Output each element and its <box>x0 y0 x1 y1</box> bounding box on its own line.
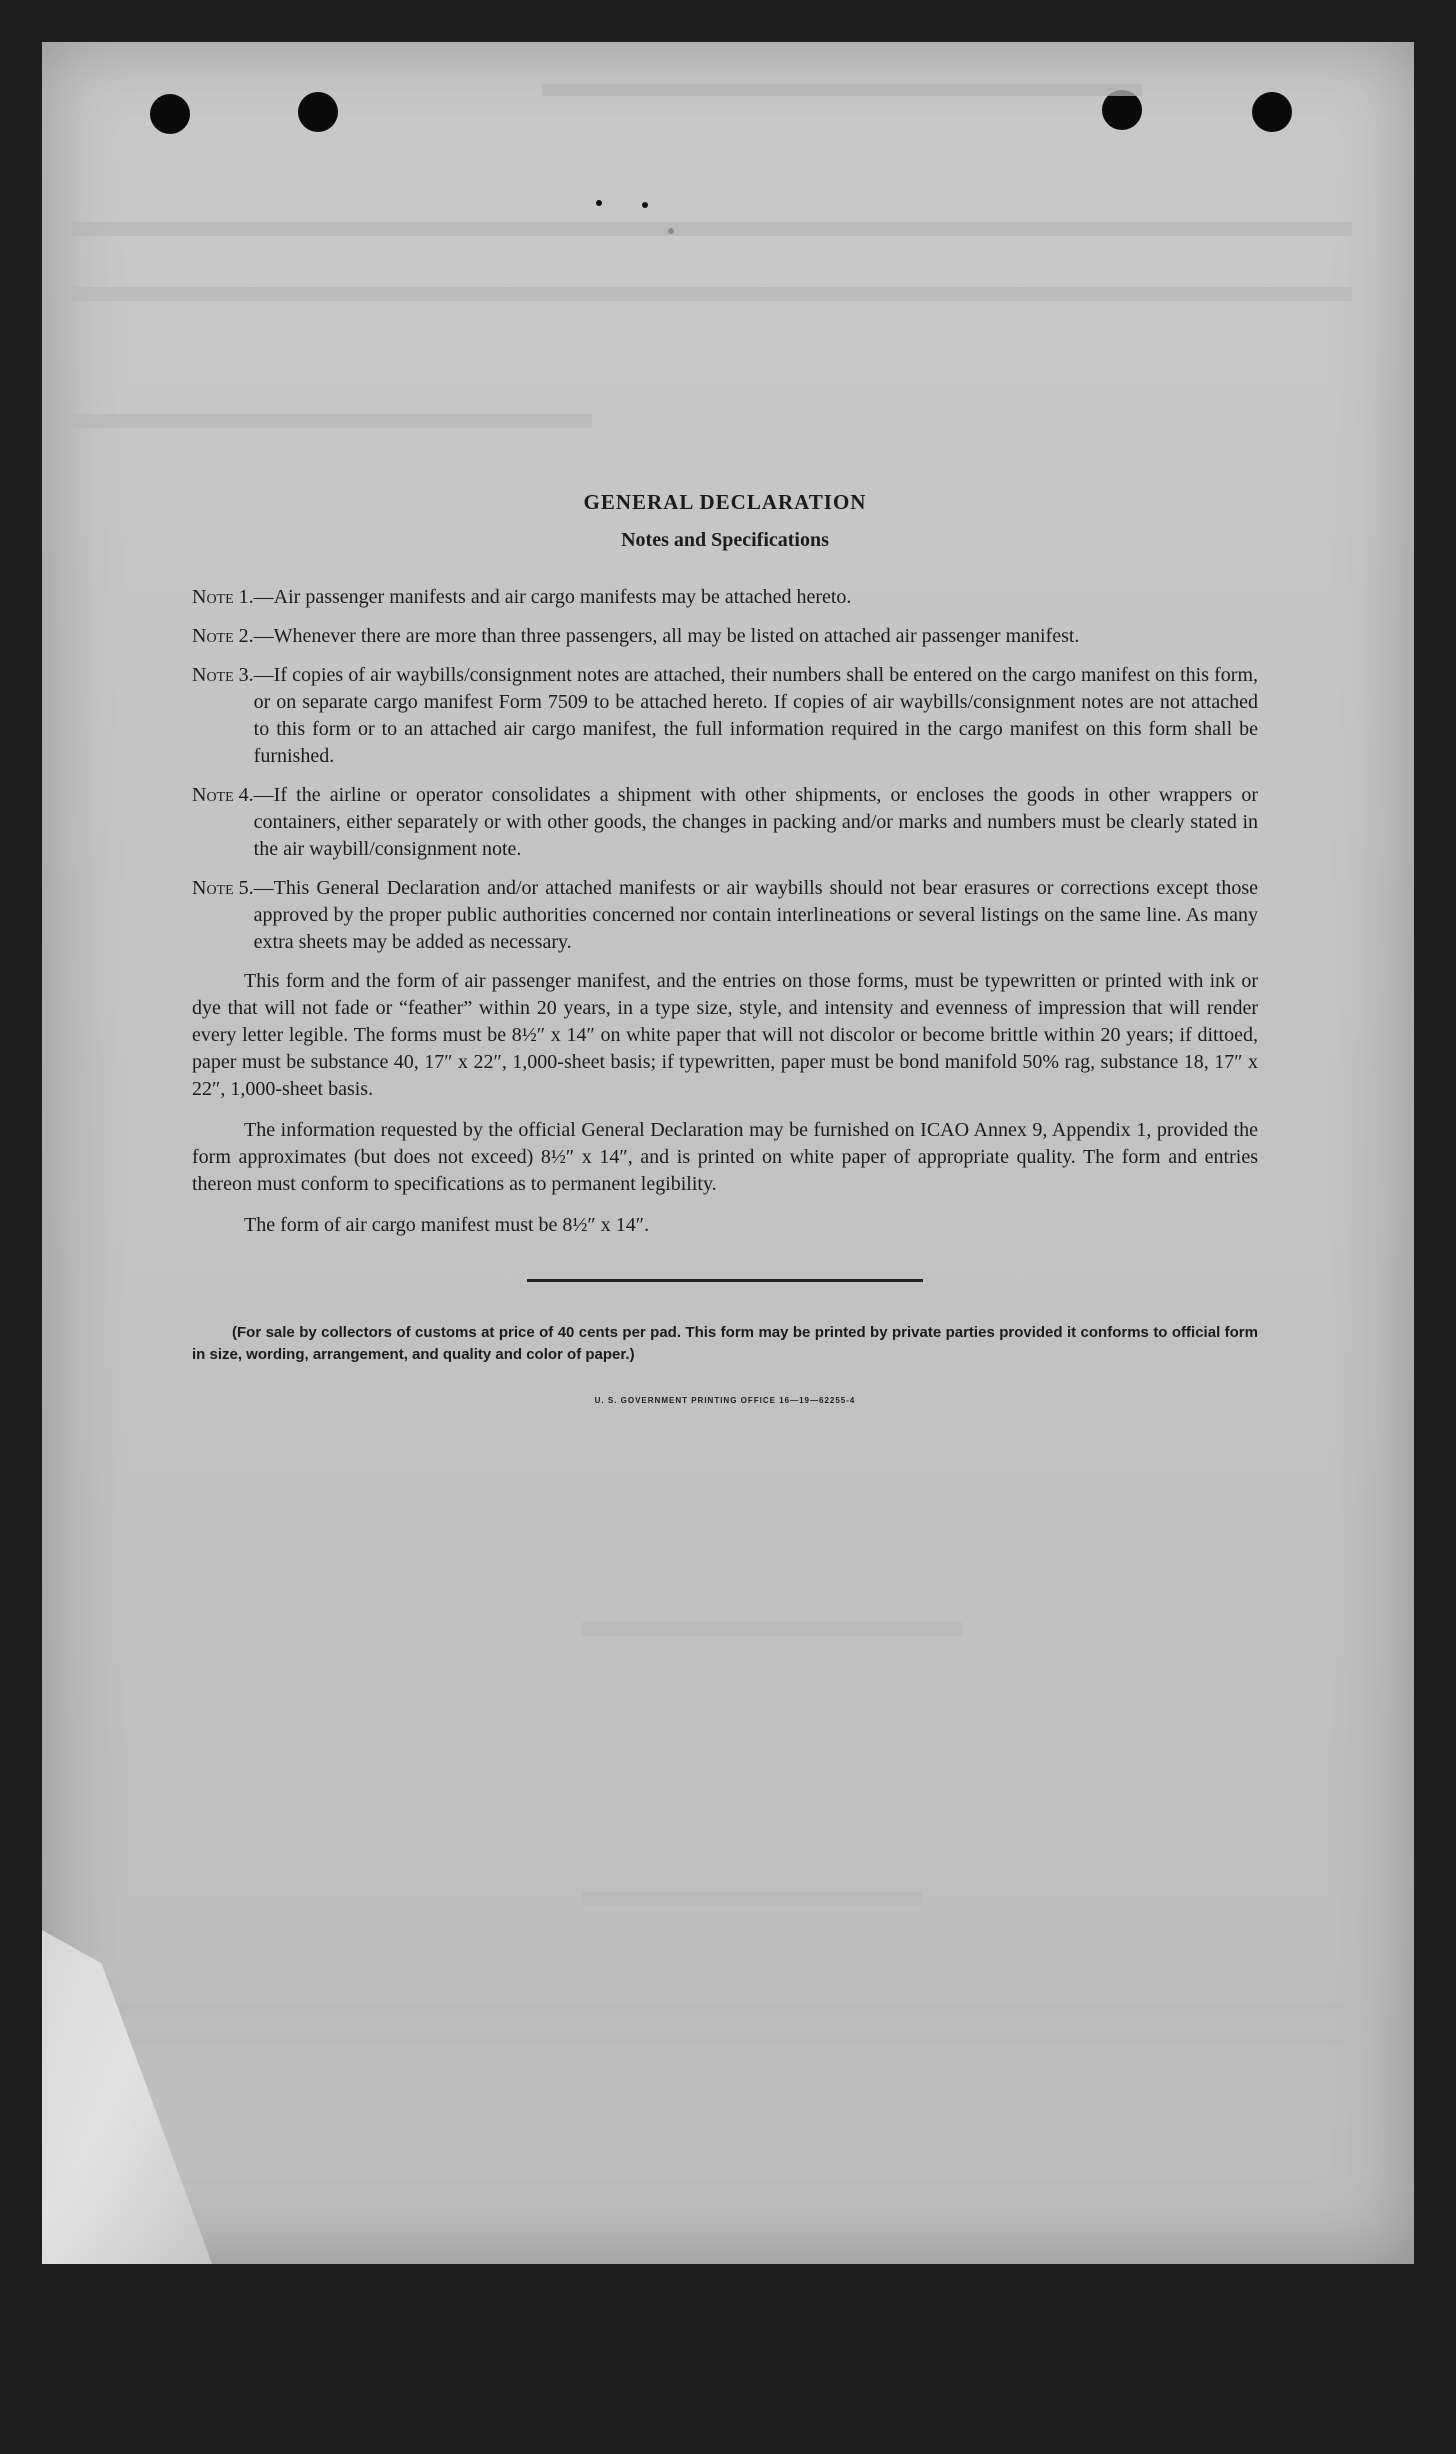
punch-hole <box>298 92 338 132</box>
bleed-through <box>72 414 592 428</box>
note-3 <box>192 662 1258 770</box>
page-title: GENERAL DECLARATION <box>583 490 867 514</box>
bleed-through <box>72 222 1352 236</box>
note-text: —If copies of air waybills/consignment notes are attached, their numbers shall be entered on the cargo manifest on this form, or on separate cargo manifest Form 7509 to be attached hereto. If copies of air waybills/consignment notes are not attached to this form or to an attached air cargo manifest, the full information required in the cargo manifest on this form shall be furnished. <box>253 664 1258 767</box>
note-4 <box>192 782 1258 863</box>
bleed-through <box>72 2002 1372 2016</box>
icao-paragraph: The information requested by the official General Declaration may be furnished on ICAO Annex 9, Appendix 1, provided the form approximates (but does not exceed) 8½″ x 14″, and is printed on white paper of appropriate quality. The form and entries thereon must conform to specifications as to permanent legibility. <box>192 1119 1258 1195</box>
note-text: —This General Declaration and/or attached manifests or air waybills should not bear erasures or corrections except those approved by the proper public authorities concerned nor contain interlineations or several listings on the same line. As many extra sheets may be added as necessary. <box>253 877 1258 953</box>
form-requirements-paragraph: This form and the form of air passenger manifest, and the entries on those forms, must be typewritten or printed with ink or dye that will not fade or “feather” within 20 years, in a type size, style, and intensity and evenness of impression that will render every letter legible. The forms must be 8½″ x 14″ on white paper that will not discolor or become brittle within 20 years; if dittoed, paper must be substance 40, 17″ x 22″, 1,000-sheet basis; if typewritten, paper must be bond manifold 50% rag, substance 18, 17″ x 22″, 1,000-sheet basis. <box>192 970 1258 1100</box>
note-label: Note 1. <box>192 586 254 608</box>
ink-speck <box>596 200 602 206</box>
note-text: —If the airline or operator consolidates a shipment with other shipments, or encloses the goods in other wrappers or containers, either separately or with other goods, the changes in packing and/or marks and numbers must be clearly stated in the air waybill/consignment note. <box>253 784 1258 860</box>
divider <box>527 1279 923 1282</box>
bleed-through <box>582 1622 962 1636</box>
note-5 <box>192 875 1258 956</box>
sale-notice: (For sale by collectors of customs at price of 40 cents per pad. This form may be printed by private parties provided it conforms to official form in size, wording, arrangement, and quality and color of paper.) <box>192 1324 1258 1363</box>
note-label: Note 2. <box>192 625 254 647</box>
note-label: Note 5. <box>192 877 254 899</box>
punch-hole <box>1102 90 1142 130</box>
bleed-through <box>582 1892 922 1906</box>
cargo-manifest-size-paragraph: The form of air cargo manifest must be 8½″ x 14″. <box>244 1214 650 1236</box>
declaration-text-block <box>192 490 1258 1405</box>
printer-line: U. S. GOVERNMENT PRINTING OFFICE 16—19—62255-4 <box>594 1396 856 1405</box>
punch-hole <box>150 94 190 134</box>
ink-speck <box>642 202 648 208</box>
bleed-through <box>72 287 1352 301</box>
bleed-through <box>542 84 1142 96</box>
note-text: —Whenever there are more than three passengers, all may be listed on attached air passenger manifest. <box>253 625 1080 647</box>
note-2 <box>192 623 1258 650</box>
note-label: Note 4. <box>192 784 254 806</box>
page-subtitle: Notes and Specifications <box>621 529 829 551</box>
bleed-through <box>72 2032 1372 2046</box>
note-text: —Air passenger manifests and air cargo manifests may be attached hereto. <box>253 586 852 608</box>
note-label: Note 3. <box>192 664 254 686</box>
note-1 <box>192 584 1258 611</box>
punch-hole <box>1252 92 1292 132</box>
